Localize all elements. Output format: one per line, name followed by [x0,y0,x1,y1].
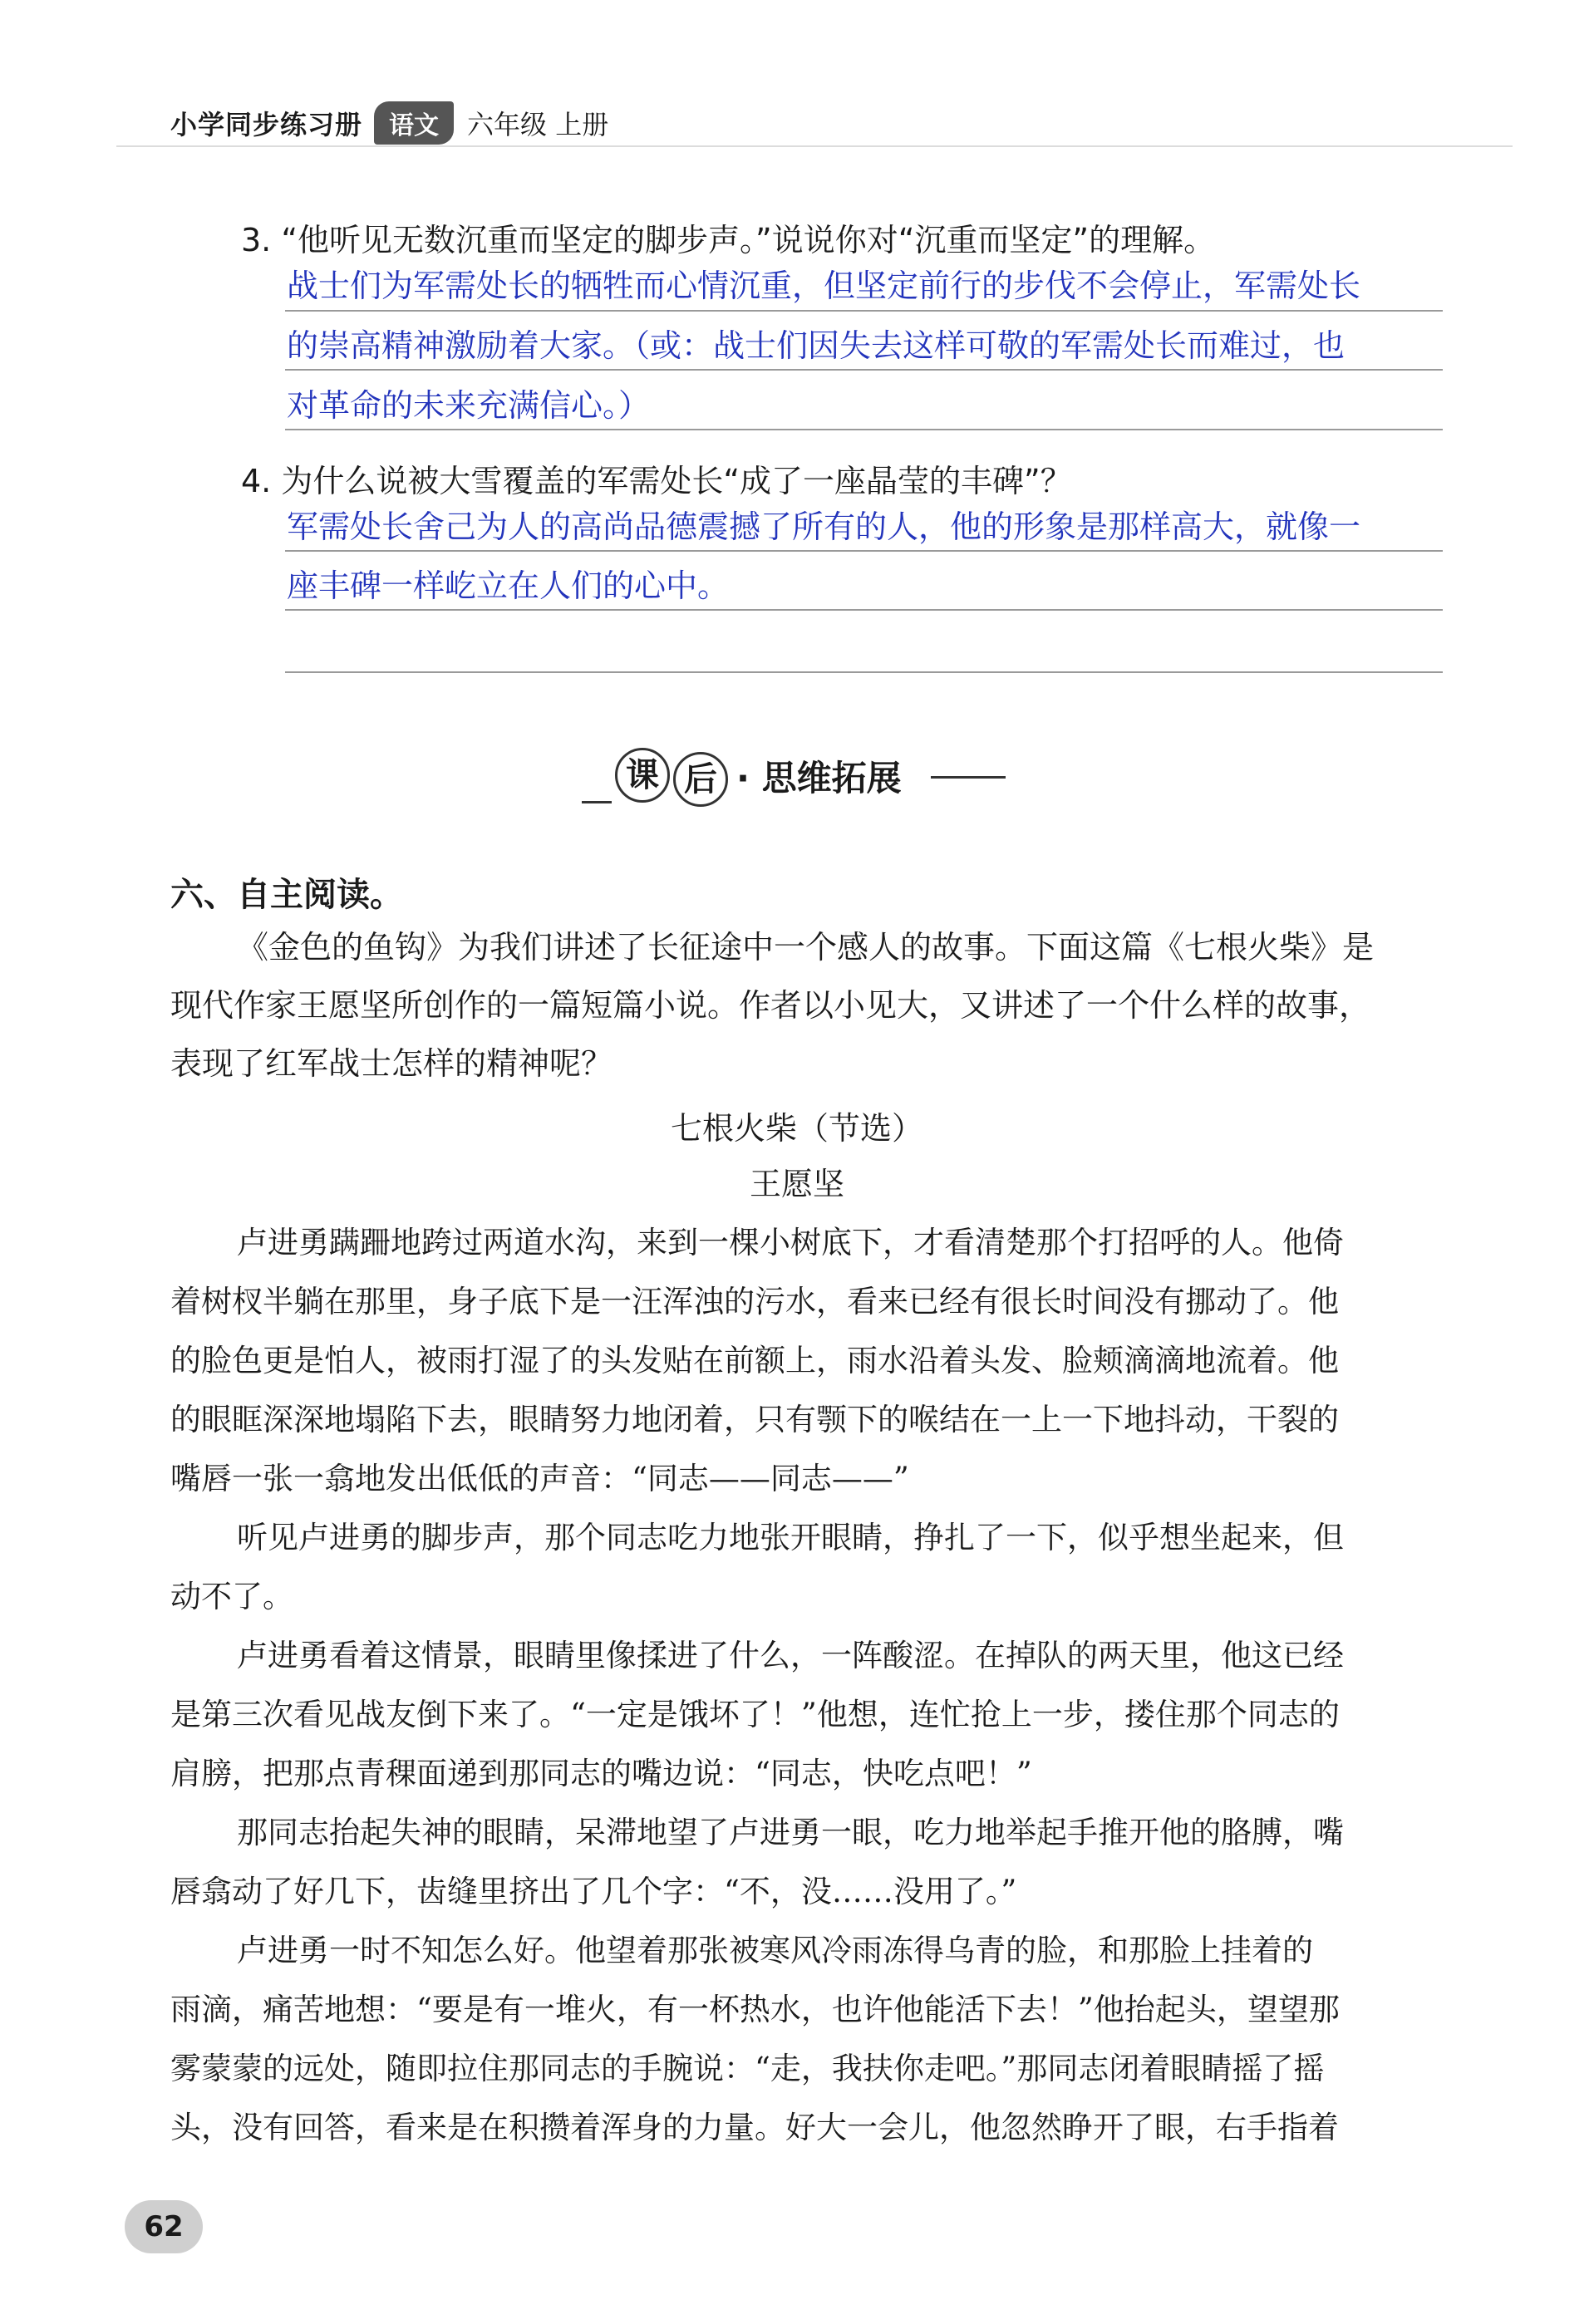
intro-paragraph [170,918,1442,1093]
answer-3-line-3: 对革命的未来充满信心。） [287,387,651,424]
story-line: 卢进勇一时不知怎么好。他望着那张被寒风冷雨冻得乌青的脸，和那脸上挂着的 [237,1933,1313,1968]
grade-label: 六年级 上册 [467,109,609,140]
subject-badge: 语文 [374,101,454,145]
story-line: 是第三次看见战友倒下来了。“一定是饿坏了！”他想，连忙抢上一步，搂住那个同志的 [170,1697,1340,1732]
story-line: 那同志抬起失神的眼睛，呆滞地望了卢进勇一眼，吃力地举起手推开他的胳膊，嘴 [237,1815,1344,1850]
page-header [170,98,608,148]
story-line: 的脸色更是怕人，被雨打湿了的头发贴在前额上，雨水沿着头发、脸颊滴滴地流着。他 [170,1343,1339,1378]
intro-line: 《金色的鱼钩》为我们讲述了长征途中一个感人的故事。下面这篇《七根火柴》是 [237,929,1375,965]
banner-title [673,751,902,807]
answer-rule [285,429,1443,430]
header-divider [116,145,1513,147]
banner-char-2: 后 [673,752,728,807]
story-line: 嘴唇一张一翕地发出低低的声音：“同志——同志——” [170,1461,909,1496]
story-line: 肩膀，把那点青稞面递到那同志的嘴边说：“同志，快吃点吧！” [170,1756,1032,1791]
story-line: 听见卢进勇的脚步声，那个同志吃力地张开眼睛，挣扎了一下，似乎想坐起来，但 [237,1520,1344,1555]
answer-4-line-2: 座丰碑一样屹立在人们的心中。 [287,567,730,604]
question-4-text: 为什么说被大雪覆盖的军需处长“成了一座晶莹的丰碑”？ [281,463,1072,499]
answer-rule [285,369,1443,371]
banner-title-text: · 思维拓展 [736,758,902,798]
answer-3-line-1: 战士们为军需处长的牺牲而心情沉重，但坚定前行的步伐不会停止，军需处长 [287,268,1361,304]
banner-char-1: 课 [615,748,670,803]
question-4-number: 4. [241,463,272,499]
story-body [170,1213,1442,2157]
story-author: 王愿坚 [749,1166,844,1202]
answer-rule [285,609,1443,611]
story-title: 七根火柴（节选） [670,1110,923,1147]
answer-rule [285,671,1443,673]
intro-line: 现代作家王愿坚所创作的一篇短篇小说。作者以小见大，又讲述了一个什么样的故事， [170,987,1371,1024]
story-line: 的眼眶深深地塌陷下去，眼睛努力地闭着，只有颚下的喉结在一上一下地抖动，干裂的 [170,1402,1339,1437]
question-4-prompt [241,455,1072,501]
story-line: 卢进勇看着这情景，眼睛里像揉进了什么，一阵酸涩。在掉队的两天里，他这已经 [237,1638,1344,1673]
section-6-heading: 六、自主阅读。 [170,876,403,914]
story-line: 雾蒙蒙的远处，随即拉住那同志的手腕说：“走，我扶你走吧。”那同志闭着眼睛摇了摇 [170,2051,1325,2086]
story-line: 头，没有回答，看来是在积攒着浑身的力量。好大一会儿，他忽然睁开了眼，右手指着 [170,2110,1339,2145]
story-line: 雨滴，痛苦地想：“要是有一堆火，有一杯热水，也许他能活下去！”他抬起头，望望那 [170,1992,1340,2027]
book-title: 小学同步练习册 [170,109,363,140]
story-line: 着树杈半躺在那里，身子底下是一汪浑浊的污水，看来已经有很长时间没有挪动了。他 [170,1284,1339,1319]
intro-line: 表现了红军战士怎样的精神呢？ [170,1045,613,1082]
answer-3-line-2: 的崇高精神激励着大家。（或：战士们因失去这样可敬的军需处长而难过，也 [287,327,1346,364]
section-banner [582,739,1031,823]
answer-rule [285,550,1443,552]
banner-rule-left [582,801,612,803]
banner-rule-right [931,776,1006,779]
question-3-number: 3. [241,222,272,258]
story-line: 卢进勇蹒跚地跨过两道水沟，来到一棵小树底下，才看清楚那个打招呼的人。他倚 [237,1225,1344,1260]
question-3-prompt [241,214,1215,260]
story-line: 动不了。 [170,1579,293,1614]
story-line: 唇翕动了好几下，齿缝里挤出了几个字：“不，没……没用了。” [170,1874,1017,1909]
page-number: 62 [125,2200,203,2253]
answer-rule [285,310,1443,312]
question-3-text: “他听见无数沉重而坚定的脚步声。”说说你对“沉重而坚定”的理解。 [281,222,1216,258]
answer-4-line-1: 军需处长舍己为人的高尚品德震撼了所有的人，他的形象是那样高大，就像一 [287,509,1361,545]
